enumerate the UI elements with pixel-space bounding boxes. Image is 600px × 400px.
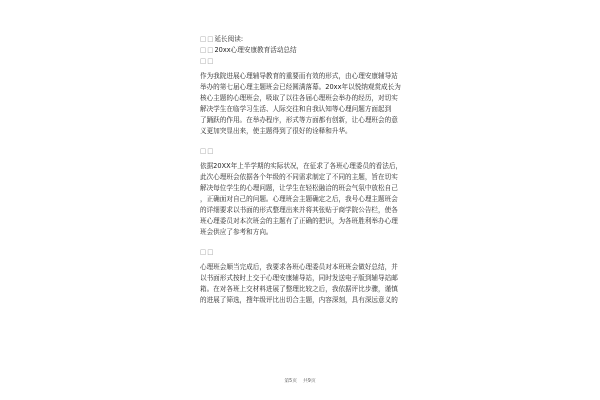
section-marker: □□ (200, 57, 215, 65)
paragraph-line: 依据20XX年上半学期的实际状况，在征求了各班心理委员的看法后， (200, 162, 403, 170)
paragraph-line: 作为我院进展心理辅导教育的重要而有效的形式，由心理安康辅导站 (200, 72, 398, 80)
section-marker: □□ (200, 147, 215, 155)
paragraph-1 (200, 71, 410, 137)
total-pages: 共9页 (303, 379, 316, 384)
page-number: 第5页 (284, 379, 297, 384)
placeholder-glyph-icon: □□ (200, 35, 215, 43)
paragraph-2 (200, 161, 410, 238)
paragraph-line: 班心理委员对本次班会的主题有了正确的把识，为各班胜利举办心理 (200, 217, 398, 225)
paragraph-line: 此次心理班会依据各个年级的不同需求制定了不同的主题，旨在切实 (200, 173, 398, 181)
paragraph-line: 的进展了筛选，搜年级评比出切合主题，内容深刻，具有深远意义的 (200, 296, 398, 304)
paragraph-line: 以书面形式按时上交于心理安康辅导站，同时发送电子版到辅导站邮 (200, 274, 398, 282)
paragraph-line: 解决每位学生的心理问题，让学生在轻松融洽的班会气氛中放松自己 (200, 184, 398, 192)
document-content (200, 34, 410, 306)
related-article-title (200, 45, 410, 56)
paragraph-line: ，正确面对自己的问题。心理班会主题确定之后，我号心理主题班会 (200, 195, 398, 203)
paragraph-3 (200, 262, 410, 306)
paragraph-line: 班会供应了参考和方向。 (200, 228, 273, 236)
header-label: 延长阅读: (214, 35, 244, 43)
paragraph-line: 箱。在对各班上交材料进展了整理比较之后，我依据评比步骤，谨慎 (200, 285, 398, 293)
reading-extension-header (200, 34, 410, 45)
paragraph-line: 义更加突显出来，使主题得到了很好的诠释和升华。 (200, 127, 352, 135)
paragraph-line: 举办的第七届心理主题班会已经圆满落幕。20xx年以悦纳观赏成长为 (200, 83, 401, 91)
page-footer (0, 378, 600, 385)
paragraph-line: 核心主题的心理班会，吸取了以往各届心理班会举办的经历，对切实 (200, 94, 398, 102)
paragraph-line: 解决学生在临学习生活、人际交往和自我认知等心理问题方面起到 (200, 105, 392, 113)
section-marker: □□ (200, 248, 215, 256)
paragraph-line: 了踊跃的作用。在举办程序，形式等方面都有创新，让心理班会的意 (200, 116, 398, 124)
related-title-text: 20xx心理安康教育活动总结 (214, 46, 297, 54)
placeholder-glyph-icon: □□ (200, 46, 215, 54)
paragraph-line: 心理班会顺当完成后，我要求各班心理委员对本班班会做好总结，并 (200, 263, 398, 271)
paragraph-line: 的详细要求以书面的形式整理出来并将其张贴于商学院公告栏，使各 (200, 206, 398, 214)
